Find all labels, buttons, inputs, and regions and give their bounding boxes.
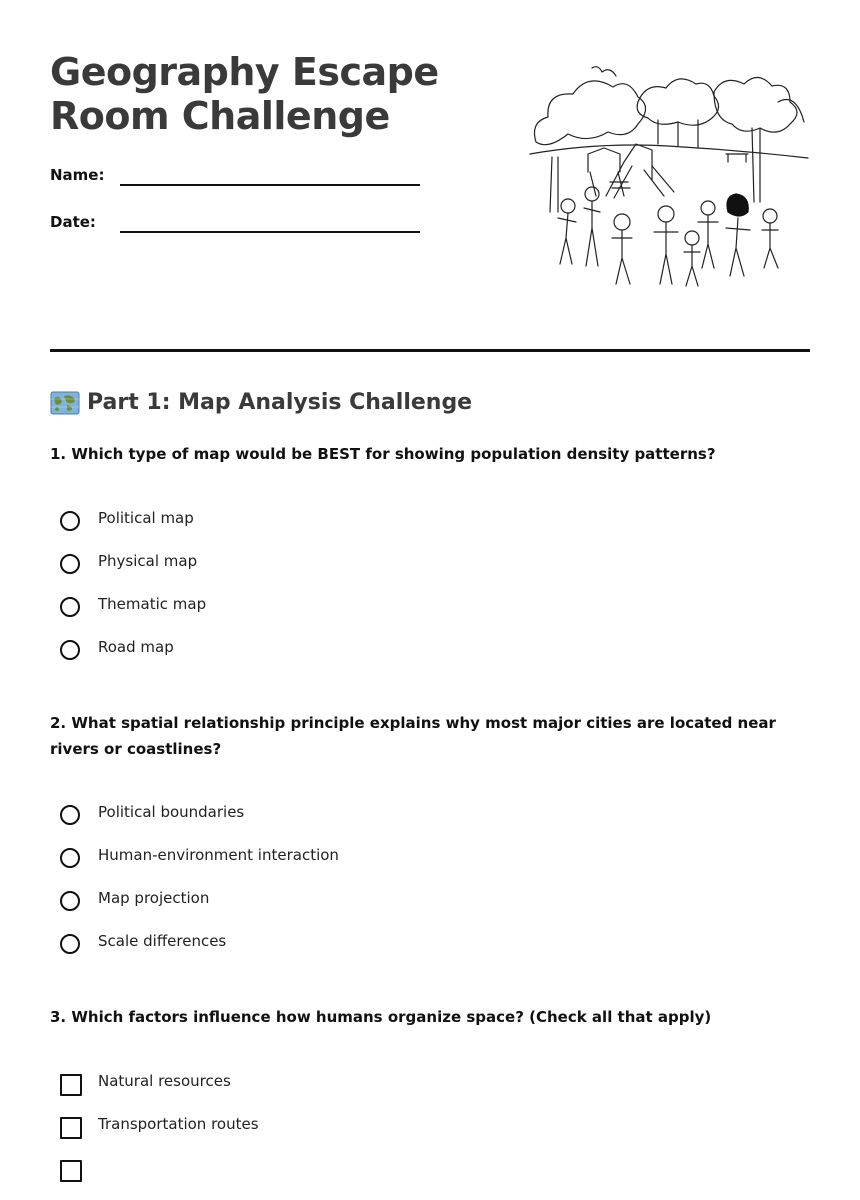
option-label: Transportation routes [98,1115,259,1133]
radio-button[interactable] [60,511,80,531]
radio-button[interactable] [60,640,80,660]
date-field[interactable] [50,213,420,243]
radio-button[interactable] [60,848,80,868]
child-figure-2 [584,187,600,266]
option-label: Political map [98,509,194,527]
title-line-2: Room Challenge [50,94,390,138]
checkbox[interactable] [60,1074,82,1096]
child-figure-1 [558,199,576,264]
radio-button[interactable] [60,554,80,574]
children-in-park-illustration [528,62,810,290]
name-field[interactable] [50,166,420,196]
child-figure-7 [726,194,750,276]
name-write-line[interactable] [120,184,420,186]
checkbox[interactable] [60,1117,82,1139]
section-title [50,388,472,418]
date-label: Date: [50,213,96,231]
child-figure-3 [612,214,632,284]
world-map-icon [50,390,80,416]
option-label: Thematic map [98,595,207,613]
option-label: Road map [98,638,174,656]
page-title [50,50,470,138]
option-label: Natural resources [98,1072,231,1090]
question-1-text: 1. Which type of map would be BEST for showing population density patterns? [50,445,716,463]
option-label: Map projection [98,889,210,907]
radio-button[interactable] [60,597,80,617]
child-figure-5 [684,231,700,286]
radio-button[interactable] [60,891,80,911]
radio-button[interactable] [60,805,80,825]
option-label: Physical map [98,552,198,570]
option-label: Political boundaries [98,803,245,821]
checkbox[interactable] [60,1160,82,1182]
option-label: Human-environment interaction [98,846,339,864]
question-2-text: 2. What spatial relationship principle explains why most major cities are located near rivers or coastlines? [50,714,776,758]
child-figure-8 [762,209,778,268]
child-figure-6 [698,201,718,268]
question-3-text: 3. Which factors influence how humans organize space? (Check all that apply) [50,1008,712,1026]
child-figure-4 [654,206,678,284]
radio-button[interactable] [60,934,80,954]
header-divider [50,349,810,352]
section-title-text: Part 1: Map Analysis Challenge [87,390,473,415]
name-label: Name: [50,166,105,184]
title-line-1: Geography Escape [50,50,439,94]
date-write-line[interactable] [120,231,420,233]
option-label: Scale differences [98,932,227,950]
